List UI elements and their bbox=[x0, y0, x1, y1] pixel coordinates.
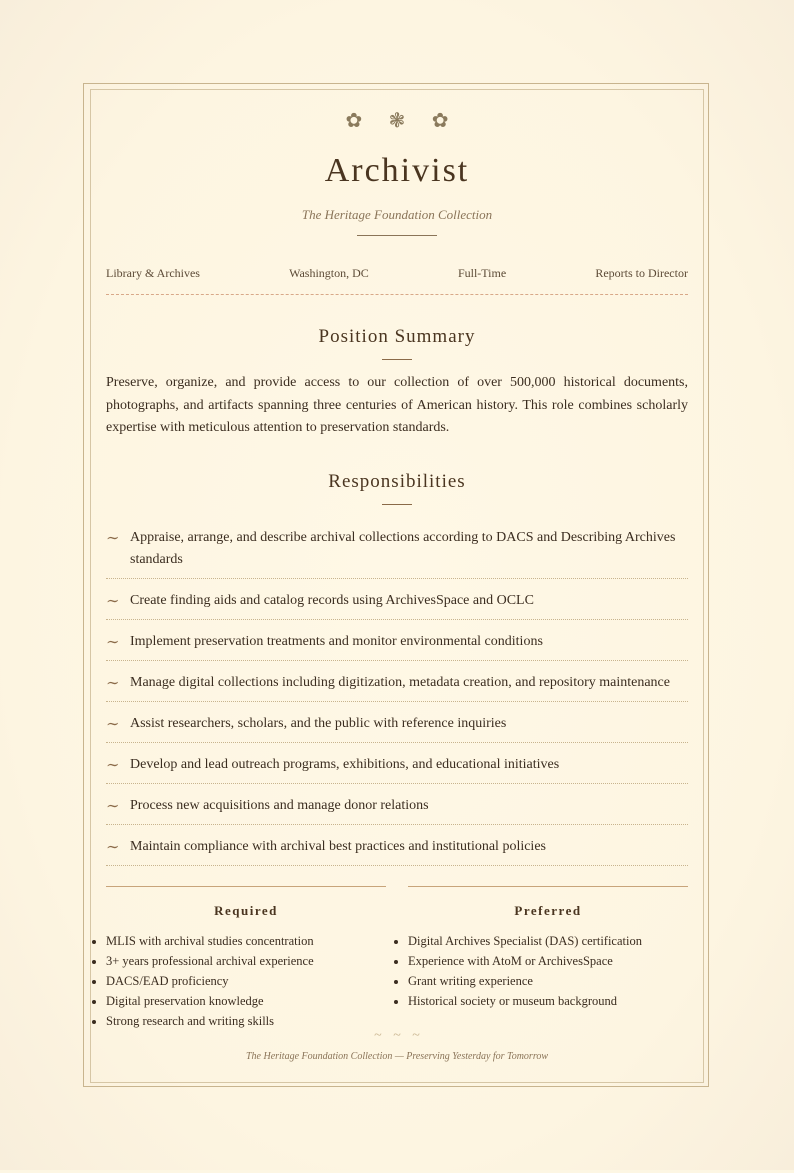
summary-heading-rule bbox=[382, 359, 412, 360]
list-item bbox=[106, 586, 688, 620]
responsibility-text: Process new acquisitions and manage donor relations bbox=[130, 797, 429, 813]
summary-heading: Position Summary bbox=[318, 326, 476, 347]
preferred-list bbox=[408, 931, 688, 1011]
responsibility-text: Assist researchers, scholars, and the public with reference inquiries bbox=[130, 715, 507, 731]
qualifications bbox=[106, 886, 688, 1031]
tilde-icon: ∼ bbox=[106, 527, 120, 547]
list-item bbox=[106, 709, 688, 743]
meta-reports-to: Reports to Director bbox=[595, 266, 688, 280]
footer-ornament bbox=[0, 1026, 794, 1046]
title-divider bbox=[357, 235, 437, 236]
list-item bbox=[106, 750, 688, 784]
list-item bbox=[106, 832, 688, 866]
list-item: • Historical society or museum background bbox=[408, 991, 688, 1011]
list-item bbox=[106, 791, 688, 825]
tilde-icon: ∼ bbox=[106, 713, 120, 733]
list-item bbox=[106, 668, 688, 702]
list-item: • Strong research and writing skills bbox=[106, 1011, 386, 1031]
responsibilities-heading: Responsibilities bbox=[328, 470, 466, 492]
tilde-icon: ~ bbox=[374, 1028, 382, 1043]
required-list bbox=[106, 931, 386, 1031]
preferred-heading: Preferred bbox=[514, 902, 582, 918]
responsibilities-heading-rule bbox=[382, 504, 412, 505]
required-heading: Required bbox=[214, 902, 278, 918]
responsibility-text: Appraise, arrange, and describe archival collections according to DACS and Describing Archives standards bbox=[130, 529, 676, 567]
tilde-icon: ∼ bbox=[106, 754, 120, 774]
tilde-icon: ∼ bbox=[106, 590, 120, 610]
meta-divider bbox=[106, 294, 688, 295]
flower-icon: ✿ bbox=[431, 108, 449, 132]
tilde-icon: ∼ bbox=[106, 631, 120, 651]
page-title: Archivist bbox=[324, 152, 470, 189]
list-item: • Digital preservation knowledge bbox=[106, 991, 386, 1011]
meta-employment-type: Full-Time bbox=[457, 266, 507, 280]
preferred-qualifications bbox=[408, 886, 688, 1031]
job-meta bbox=[106, 265, 688, 281]
list-item: • Digital Archives Specialist (DAS) certification bbox=[408, 931, 688, 951]
meta-location: Washington, DC bbox=[289, 266, 369, 280]
flower-icon: ❃ bbox=[388, 108, 406, 132]
list-item bbox=[106, 523, 688, 579]
list-item: • 3+ years professional archival experience bbox=[106, 951, 386, 971]
list-item bbox=[106, 627, 688, 661]
tilde-icon: ~ bbox=[412, 1028, 420, 1043]
header-ornament bbox=[106, 100, 688, 140]
required-qualifications bbox=[106, 886, 386, 1031]
footer-tagline: The Heritage Foundation Collection — Preserving Yesterday for Tomorrow bbox=[245, 1051, 549, 1062]
responsibility-text: Create finding aids and catalog records using ArchivesSpace and OCLC bbox=[130, 592, 534, 608]
responsibility-text: Maintain compliance with archival best practices and institutional policies bbox=[130, 838, 546, 854]
meta-department: Library & Archives bbox=[106, 266, 200, 280]
responsibility-text: Manage digital collections including digitization, metadata creation, and repository maintenance bbox=[130, 674, 670, 690]
list-item: • Experience with AtoM or ArchivesSpace bbox=[408, 951, 688, 971]
tilde-icon: ∼ bbox=[106, 795, 120, 815]
tilde-icon: ∼ bbox=[106, 836, 120, 856]
organization-subtitle: The Heritage Foundation Collection bbox=[301, 207, 493, 222]
responsibility-text: Develop and lead outreach programs, exhibitions, and educational initiatives bbox=[130, 756, 560, 772]
job-posting bbox=[106, 100, 688, 1031]
tilde-icon: ∼ bbox=[106, 672, 120, 692]
list-item: • Grant writing experience bbox=[408, 971, 688, 991]
responsibilities-list bbox=[106, 523, 688, 866]
flower-icon: ✿ bbox=[345, 108, 363, 132]
summary-text: Preserve, organize, and provide access to our collection of over 500,000 historical documents, photographs, and artifacts spanning three centuries of American history. This role combines scholarly expertise with meticulous attention to preservation standards. bbox=[106, 375, 688, 435]
responsibility-text: Implement preservation treatments and monitor environmental conditions bbox=[130, 633, 543, 649]
list-item: • MLIS with archival studies concentration bbox=[106, 931, 386, 951]
tilde-icon: ~ bbox=[393, 1028, 401, 1043]
list-item: • DACS/EAD proficiency bbox=[106, 971, 386, 991]
